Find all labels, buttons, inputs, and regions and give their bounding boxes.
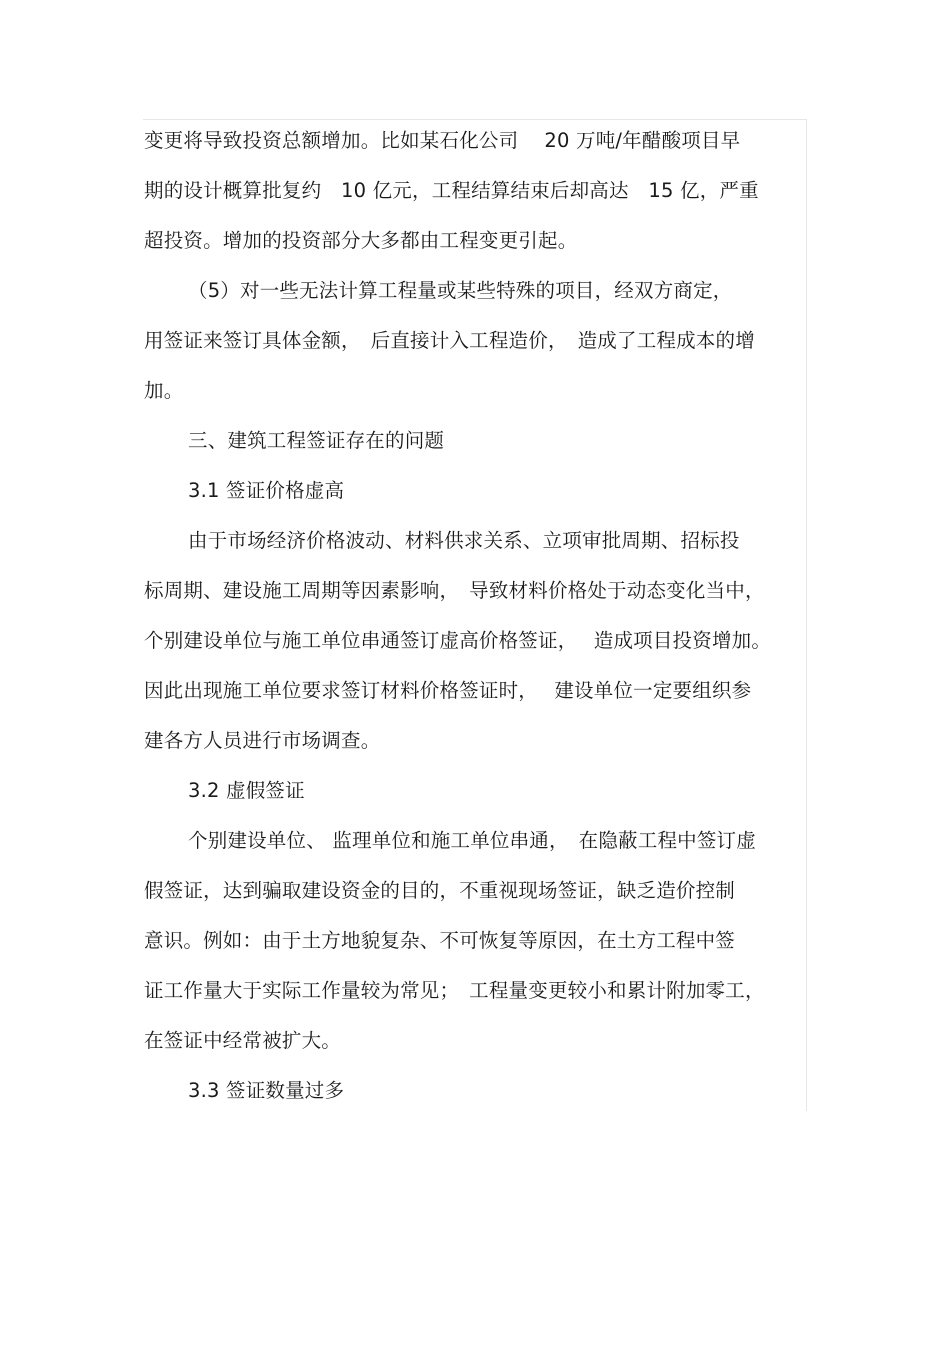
section-heading: 三、建筑工程签证存在的问题: [188, 429, 445, 452]
text-line: 建各方人员进行市场调查。: [144, 729, 381, 752]
text-line: 个别建设单位与施工单位串通签订虚高价格签证， 造成项目投资增加。: [144, 629, 772, 652]
text-line: 加。: [144, 379, 184, 402]
text-line: 期的设计概算批复约 10 亿元，工程结算结束后却高达 15 亿，严重: [144, 179, 759, 202]
text-line: 假签证，达到骗取建设资金的目的，不重视现场签证，缺乏造价控制: [144, 879, 736, 902]
text-line: 由于市场经济价格波动、材料供求关系、立项审批周期、招标投: [188, 529, 740, 552]
text-line: 在签证中经常被扩大。: [144, 1029, 342, 1052]
text-line: 个别建设单位、 监理单位和施工单位串通， 在隐蔽工程中签订虚: [188, 829, 756, 852]
text-line: （5）对一些无法计算工程量或某些特殊的项目，经双方商定，: [188, 279, 733, 302]
subsection-heading: 3.3 签证数量过多: [188, 1079, 345, 1102]
text-line: 超投资。增加的投资部分大多都由工程变更引起。: [144, 229, 578, 252]
text-line: 用签证来签订具体金额， 后直接计入工程造价， 造成了工程成本的增: [144, 329, 755, 352]
text-line: 标周期、建设施工周期等因素影响， 导致材料价格处于动态变化当中，: [144, 579, 765, 602]
subsection-heading: 3.1 签证价格虚高: [188, 479, 345, 502]
text-line: 变更将导致投资总额增加。比如某石化公司 20 万吨/年醋酸项目早: [144, 129, 741, 152]
text-line: 证工作量大于实际工作量较为常见； 工程量变更较小和累计附加零工，: [144, 979, 765, 1002]
text-line: 因此出现施工单位要求签订材料价格签证时， 建设单位一定要组织参: [144, 679, 752, 702]
subsection-heading: 3.2 虚假签证: [188, 779, 305, 802]
document-body: [144, 116, 812, 1116]
text-line: 意识。例如：由于土方地貌复杂、不可恢复等原因，在土方工程中签: [144, 929, 736, 952]
